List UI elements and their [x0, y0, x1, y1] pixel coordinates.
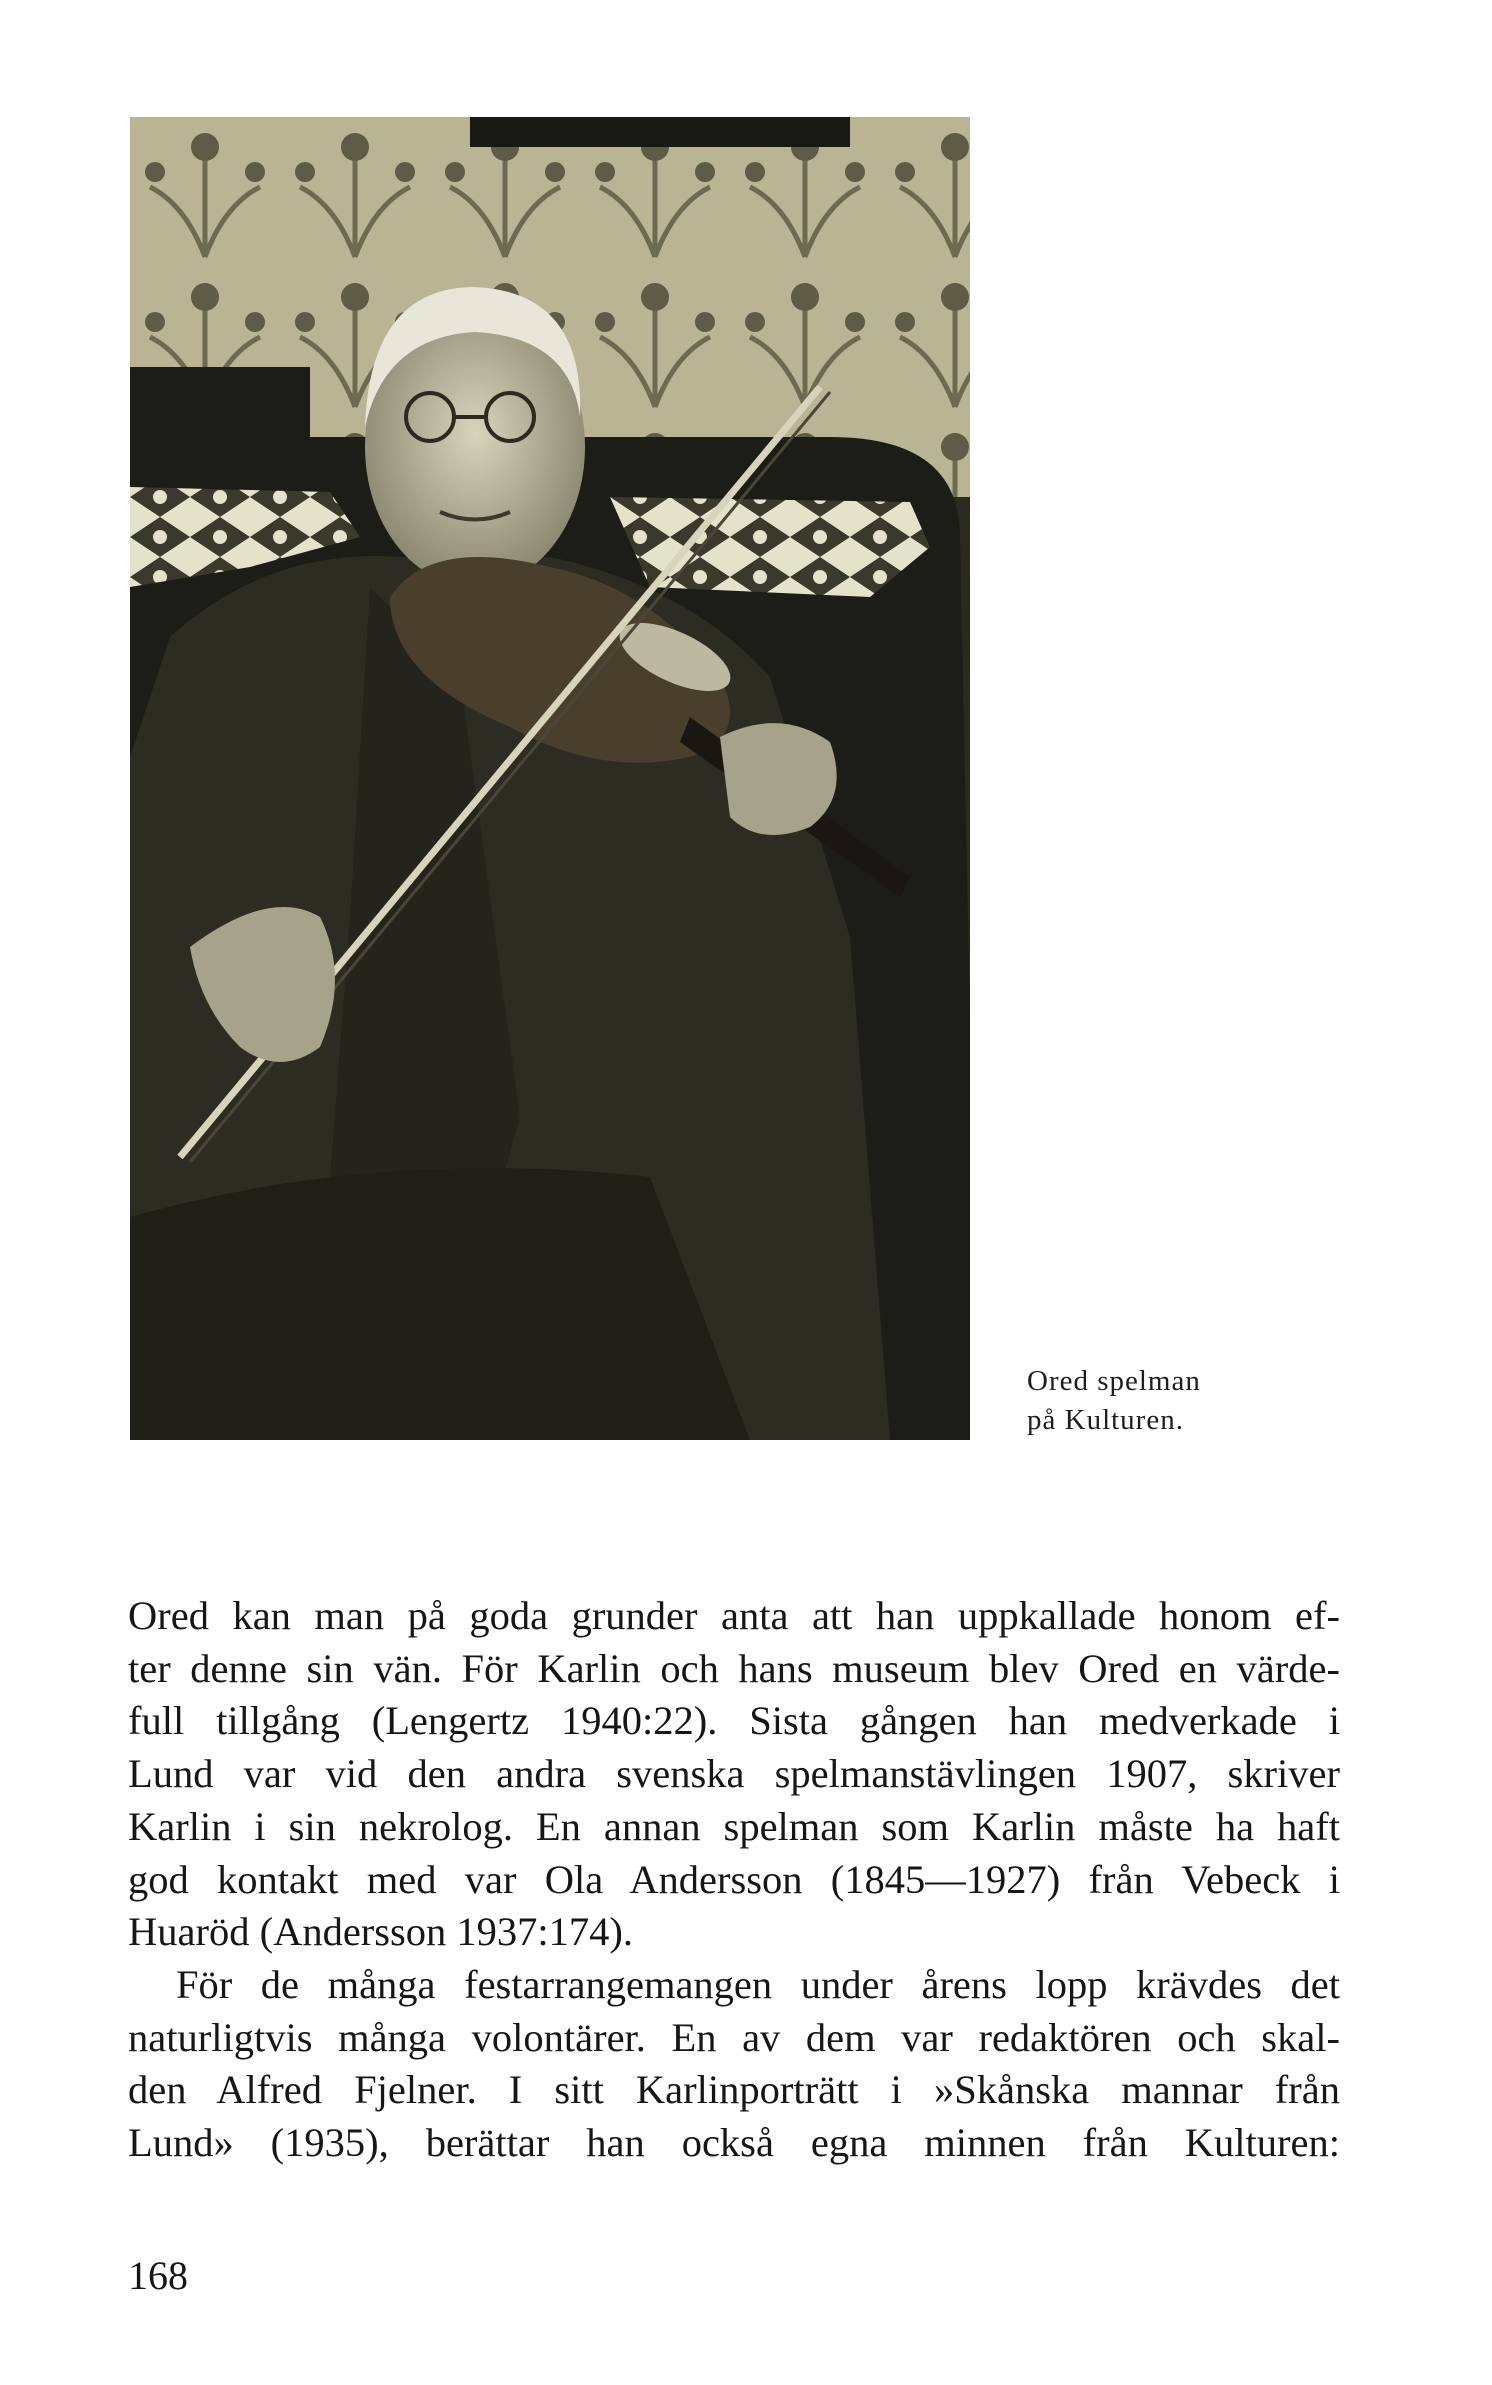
paragraph-1 — [128, 1590, 1340, 1959]
text-line: naturligtvis många volontärer. En av dem var redaktören och skal- — [128, 2014, 1340, 2060]
text-line: Huaröd (Andersson 1937:174). — [128, 1909, 634, 1955]
text-line: full tillgång (Lengertz 1940:22). Sista gången han medverkade i — [128, 1698, 1340, 1744]
page-number: 168 — [128, 2253, 188, 2298]
body-text — [128, 1590, 1340, 2170]
text-line: god kontakt med var Ola Andersson (1845—1927) från Vebeck i — [128, 1856, 1340, 1902]
paragraph-2 — [128, 1959, 1340, 2170]
text-line: Karlin i sin nekrolog. En annan spelman som Karlin måste ha haft — [128, 1803, 1340, 1849]
caption-line: på Kulturen. — [1027, 1404, 1184, 1436]
fiddler-photo-image — [130, 117, 970, 1440]
text-line: Lund» (1935), berättar han också egna minnen från Kulturen: — [128, 2120, 1340, 2166]
text-line: den Alfred Fjelner. I sitt Karlinporträtt i »Skånska mannar från — [128, 2067, 1340, 2113]
text-line: ter denne sin vän. För Karlin och hans museum blev Ored en värde- — [128, 1645, 1340, 1691]
text-line: Ored kan man på goda grunder anta att han uppkallade honom ef- — [128, 1593, 1340, 1638]
caption-line: Ored spelman — [1027, 1365, 1201, 1397]
photo-caption — [1027, 1362, 1267, 1440]
text-line: Lund var vid den andra svenska spelmanstävlingen 1907, skriver — [128, 1751, 1340, 1797]
photograph-fiddler — [130, 117, 970, 1440]
text-line: För de många festarrangemangen under årens lopp krävdes det — [176, 1961, 1340, 2007]
